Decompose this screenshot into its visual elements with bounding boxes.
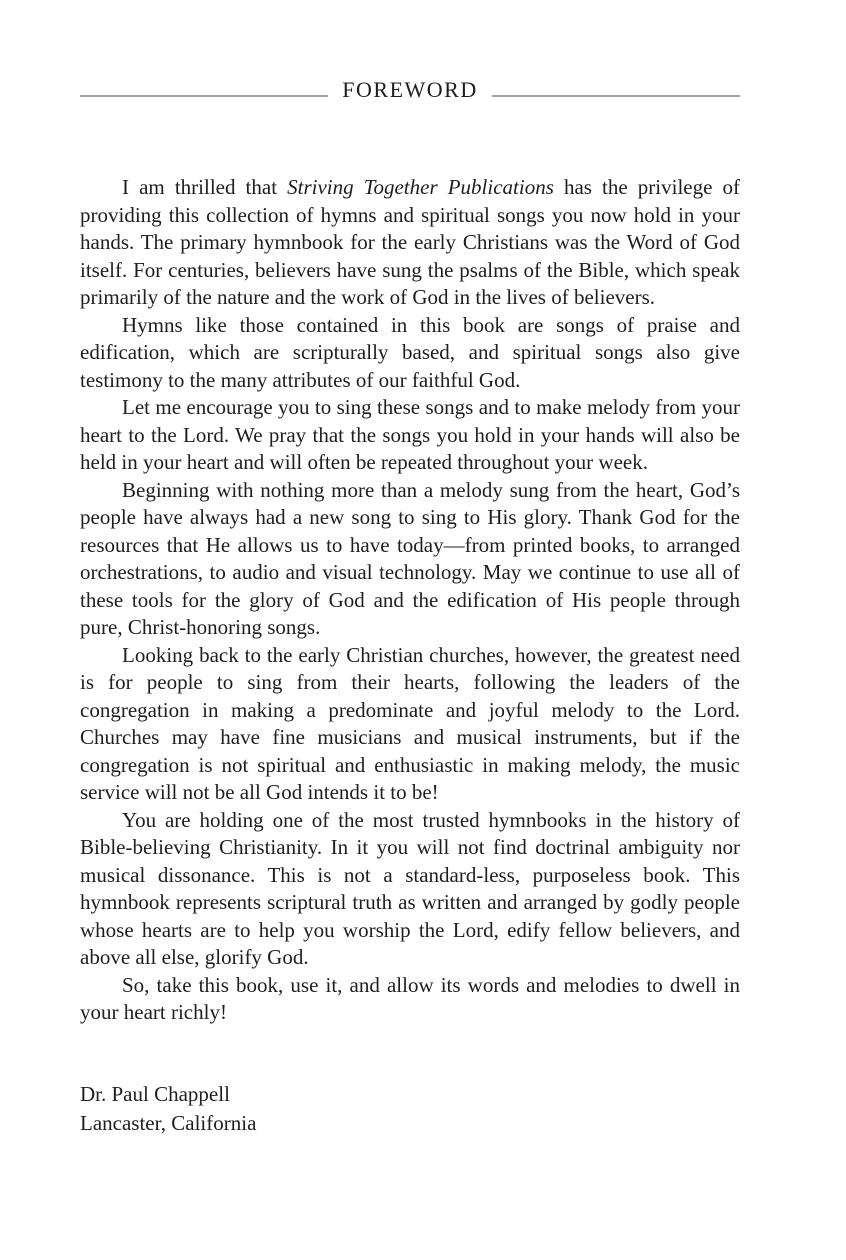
paragraph <box>80 394 740 477</box>
paragraph <box>80 972 740 1027</box>
signature-location: Lancaster, California <box>80 1110 257 1135</box>
text-run: has the privilege of providing this collection of hymns and spiritual songs you now hold in your hands. The primary hymnbook for the early Christians was the Word of God itself. For centuries, believers have sung the psalms of the Bible, which speak primarily of the nature and the work of God in the lives of believers. <box>80 175 740 310</box>
signature-name: Dr. Paul Chappell <box>80 1081 230 1106</box>
foreword-body <box>80 174 740 1027</box>
text-run: I am thrilled that <box>122 175 288 200</box>
text-run: Looking back to the early Christian churches, however, the greatest need is for people to sing from their hearts, following the leaders of the congregation in making a predominate and joyful melody to the Lord. Churches may have fine musicians and musical instruments, but if the congregation is not spiritual and enthusiastic in making melody, the music service will not be all God intends it to be! <box>80 642 740 805</box>
paragraph <box>80 642 740 807</box>
text-run: Beginning with nothing more than a melody sung from the heart, God’s people have always had a new song to sing to His glory. Thank God for the resources that He allows us to have today—from printed books, to arranged orchestrations, to audio and visual technology. May we continue to use all of these tools for the glory of God and the edification of His people through pure, Christ-honoring songs. <box>80 477 740 640</box>
paragraph <box>80 174 740 312</box>
paragraph <box>80 312 740 395</box>
italic-text-run: Striving Together Publications <box>287 175 554 200</box>
text-run: So, take this book, use it, and allow its words and melodies to dwell in your heart richly! <box>80 972 740 1025</box>
paragraph <box>80 807 740 972</box>
signature-block <box>80 1080 740 1138</box>
text-run: Let me encourage you to sing these songs and to make melody from your heart to the Lord. We pray that the songs you hold in your hands will also be held in your heart and will often be repeated throughout your week. <box>80 395 740 475</box>
right-rule <box>492 95 740 97</box>
text-run: Hymns like those contained in this book are songs of praise and edification, which are scripturally based, and spiritual songs also give testimony to the many attributes of our faithful God. <box>80 312 740 392</box>
text-run: You are holding one of the most trusted hymnbooks in the history of Bible-believing Christianity. In it you will not find doctrinal ambiguity nor musical dissonance. This is not a standard-less, purposeless book. This hymnbook represents scriptural truth as written and arranged by godly people whose hearts are to help you worship the Lord, edify fellow believers, and above all else, glorify God. <box>80 807 740 970</box>
left-rule <box>80 95 328 97</box>
foreword-header <box>80 78 740 102</box>
paragraph <box>80 477 740 642</box>
page-title: FOREWORD <box>342 77 478 102</box>
